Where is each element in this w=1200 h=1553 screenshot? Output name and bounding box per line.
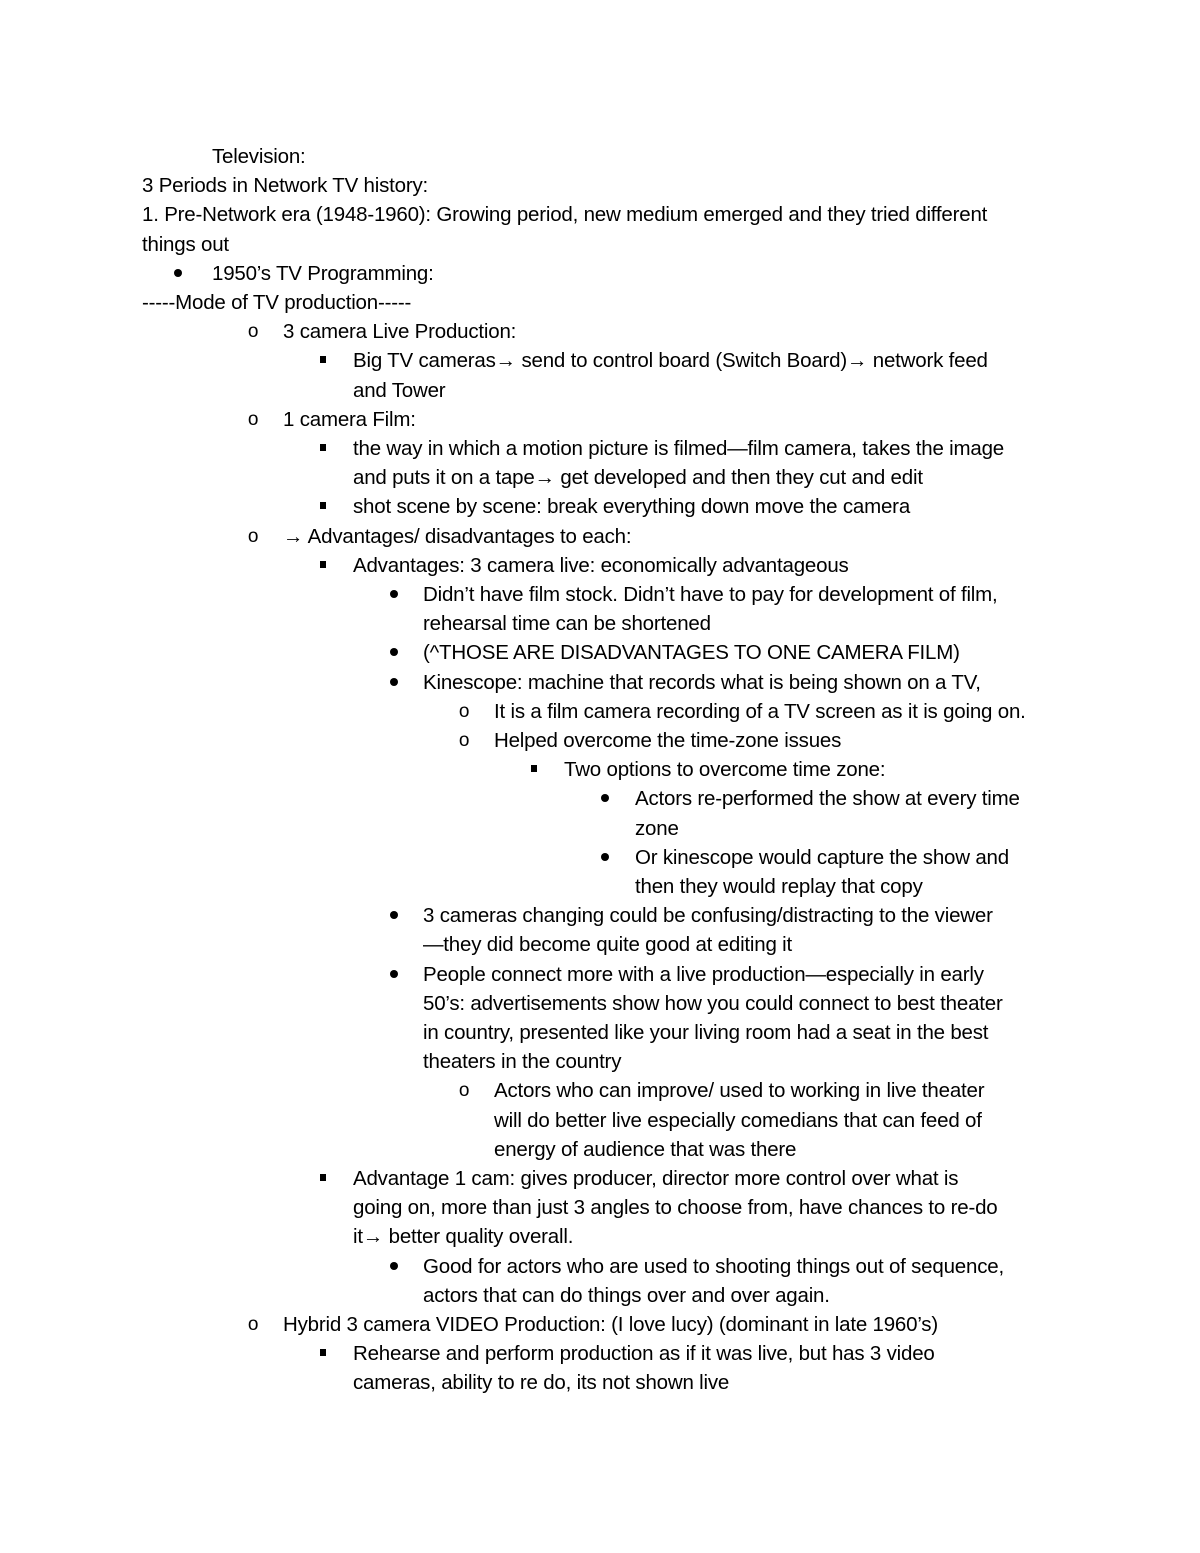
text-line (0, 1281, 1200, 1310)
line-text: Actors re-performed the show at every time (635, 787, 1020, 811)
text-line (0, 142, 1200, 171)
text-line (0, 697, 1200, 726)
text-line (0, 551, 1200, 580)
text-line (0, 434, 1200, 463)
line-text: Advantage 1 cam: gives producer, director more control over what is (353, 1167, 959, 1190)
text-line (0, 1252, 1200, 1281)
line-text: Or kinescope would capture the show and (635, 845, 1009, 869)
text-line (0, 317, 1200, 346)
line-text: 50’s: advertisements show how you could connect to best theater (423, 991, 1003, 1015)
line-text: 1. Pre-Network era (1948-1960): Growing period, new medium emerged and they tried different (142, 203, 988, 227)
line-text: and puts it on a tape→ get developed and then they cut and edit (353, 466, 923, 490)
text-line (0, 960, 1200, 989)
text-line (0, 288, 1200, 317)
line-text: Good for actors who are used to shooting things out of sequence, (423, 1254, 1004, 1278)
line-text: shot scene by scene: break everything down move the camera (353, 495, 911, 519)
line-text: It is a film camera recording of a TV screen as it is going on. (494, 699, 1026, 723)
line-text: 1950’s TV Programming: (212, 261, 434, 285)
line-text: 3 camera Live Production: (283, 320, 517, 344)
line-text: Rehearse and perform production as if it was live, but has 3 video (353, 1342, 935, 1366)
line-text: rehearsal time can be shortened (423, 612, 711, 636)
line-text: Didn’t have film stock. Didn’t have to pay for development of film, (423, 583, 998, 606)
circle-bullet-icon: o (247, 1314, 259, 1335)
line-text: Big TV cameras→ send to control board (Switch Board)→ network feed (353, 349, 988, 373)
line-text: 3 Periods in Network TV history: (142, 174, 429, 198)
text-line (0, 901, 1200, 930)
text-line (0, 872, 1200, 901)
text-line (0, 989, 1200, 1018)
text-line (0, 405, 1200, 434)
circle-bullet-icon: o (247, 321, 259, 343)
text-line (0, 1339, 1200, 1368)
line-text: theaters in the country (423, 1050, 622, 1074)
circle-bullet-icon: o (458, 730, 470, 751)
line-text: Kinescope: machine that records what is being shown on a TV, (423, 670, 981, 694)
line-text: Helped overcome the time-zone issues (494, 729, 842, 752)
text-line (0, 580, 1200, 609)
circle-bullet-icon: o (458, 1080, 470, 1102)
line-text: then they would replay that copy (635, 875, 923, 898)
circle-bullet-icon: o (458, 700, 470, 722)
line-text: Television: (212, 145, 306, 168)
line-text: —they did become quite good at editing it (423, 933, 793, 957)
text-line (0, 1222, 1200, 1251)
line-text: (^THOSE ARE DISADVANTAGES TO ONE CAMERA FILM) (423, 641, 960, 665)
text-line (0, 930, 1200, 959)
text-line (0, 230, 1200, 259)
line-text: the way in which a motion picture is filmed—film camera, takes the image (353, 437, 1004, 460)
text-line (0, 755, 1200, 784)
text-line (0, 1047, 1200, 1076)
text-line (0, 376, 1200, 405)
text-line (0, 463, 1200, 492)
text-line (0, 171, 1200, 200)
line-text: in country, presented like your living room had a seat in the best (423, 1021, 989, 1044)
text-line (0, 784, 1200, 813)
line-text: cameras, ability to re do, its not shown live (353, 1371, 730, 1395)
text-line (0, 346, 1200, 375)
line-text: Hybrid 3 camera VIDEO Production: (I love lucy) (dominant in late 1960’s) (283, 1313, 938, 1336)
circle-bullet-icon: o (247, 525, 259, 547)
text-line (0, 1368, 1200, 1397)
line-text: will do better live especially comedians that can feed of (494, 1108, 982, 1132)
text-line (0, 1106, 1200, 1135)
text-line (0, 843, 1200, 872)
text-line (0, 1310, 1200, 1339)
text-line (0, 259, 1200, 288)
text-line (0, 1076, 1200, 1105)
line-text: -----Mode of TV production----- (142, 291, 412, 314)
text-line (0, 522, 1200, 551)
text-line (0, 492, 1200, 521)
line-text: and Tower (353, 378, 446, 402)
line-text: People connect more with a live production—especially in early (423, 962, 984, 986)
line-text: going on, more than just 3 angles to choose from, have chances to re-do (353, 1196, 998, 1220)
line-text: → Advantages/ disadvantages to each: (283, 524, 632, 548)
line-text: actors that can do things over and over again. (423, 1283, 830, 1307)
line-text: zone (635, 816, 679, 840)
line-text: Actors who can improve/ used to working in live theater (494, 1079, 985, 1103)
text-line (0, 726, 1200, 755)
text-line (0, 668, 1200, 697)
text-line (0, 1018, 1200, 1047)
text-line (0, 638, 1200, 667)
circle-bullet-icon: o (247, 408, 259, 430)
line-text: 1 camera Film: (283, 407, 416, 431)
line-text: 3 cameras changing could be confusing/distracting to the viewer (423, 904, 993, 928)
line-text: it→ better quality overall. (353, 1225, 574, 1249)
line-text: energy of audience that was there (494, 1137, 797, 1161)
text-line (0, 814, 1200, 843)
text-line (0, 609, 1200, 638)
line-text: things out (142, 232, 229, 256)
text-line (0, 1164, 1200, 1193)
text-line (0, 1135, 1200, 1164)
line-text: Advantages: 3 camera live: economically advantageous (353, 553, 849, 577)
line-text: Two options to overcome time zone: (564, 758, 886, 782)
text-line (0, 200, 1200, 229)
text-line (0, 1193, 1200, 1222)
